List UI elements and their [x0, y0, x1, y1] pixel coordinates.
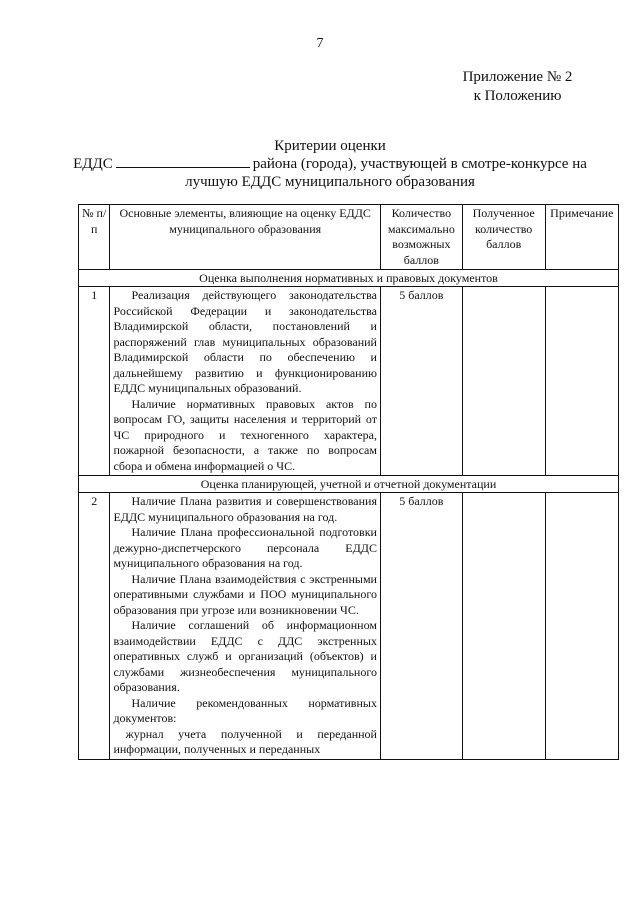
row-received-cell [462, 493, 545, 760]
document-title [60, 137, 600, 191]
section-title: Оценка планирующей, учетной и отчетной документации [79, 476, 619, 493]
header-num: № п/п [79, 205, 110, 270]
row-max-score: 5 баллов [380, 493, 462, 760]
header-max-score: Количество максимально возможных баллов [380, 205, 462, 270]
criteria-table [78, 204, 619, 760]
row-paragraph: Наличие соглашений об информационном взаимодействии ЕДДС с ДДС экстренных оперативных служб и организаций (объектов) и службами жизнеобеспечения муниципального образования. [113, 618, 377, 694]
row-paragraph: журнал учета полученной и переданной информации, полученных и переданных [113, 726, 377, 756]
title-prefix: ЕДДС [73, 156, 113, 172]
row-max-score: 5 баллов [380, 287, 462, 476]
row-note-cell [545, 493, 618, 760]
appendix-heading [430, 68, 605, 106]
header-received: Полученное количество баллов [462, 205, 545, 270]
section-row [79, 270, 619, 287]
row-paragraph: Наличие Плана развития и совершенствования ЕДДС муниципального образования на год. [113, 494, 377, 524]
header-note: Примечание [545, 205, 618, 270]
appendix-line-1: Приложение № 2 [462, 69, 573, 85]
row-number: 2 [79, 493, 110, 760]
title-line-3: лучшую ЕДДС муниципального образования [185, 174, 475, 190]
table-row [79, 493, 619, 760]
row-paragraph: Реализация действующего законодательства Российской Федерации и законодательства Владимирской области, постановлений и распоряжений глав муниципальных образований Владимирской области по обеспечению и дальнейшему развитию и функционированию ЕДДС муниципальных образований. [113, 288, 377, 395]
blank-fill-line [116, 155, 250, 168]
title-line-2 [60, 155, 600, 173]
title-line-1: Критерии оценки [274, 138, 386, 154]
row-paragraph: Наличие рекомендованных нормативных документов: [113, 695, 377, 725]
row-description [110, 287, 381, 476]
title-suffix: района (города), участвующей в смотре-конкурсе на [252, 156, 587, 172]
row-description [110, 493, 381, 760]
table-row [79, 287, 619, 476]
header-elements: Основные элементы, влияющие на оценку ЕДДС муниципального образования [110, 205, 381, 270]
row-paragraph: Наличие Плана профессиональной подготовки дежурно-диспетчерского персонала ЕДДС муниципального образования на год. [113, 525, 377, 570]
row-paragraph: Наличие Плана взаимодействия с экстренными оперативными службами и ПОО муниципального образования при угрозе или возникновении ЧС. [113, 571, 377, 617]
row-number: 1 [79, 287, 110, 476]
section-row [79, 476, 619, 493]
row-paragraph: Наличие нормативных правовых актов по вопросам ГО, защиты населения и территорий от ЧС природного и техногенного характера, пожарной безопасности, а также по вопросам сбора и обмена информацией о ЧС. [113, 396, 377, 473]
page-number: 7 [316, 36, 324, 51]
row-note-cell [545, 287, 618, 476]
table-header-row [79, 205, 619, 270]
section-title: Оценка выполнения нормативных и правовых документов [79, 270, 619, 287]
appendix-line-2: к Положению [473, 88, 562, 104]
row-received-cell [462, 287, 545, 476]
